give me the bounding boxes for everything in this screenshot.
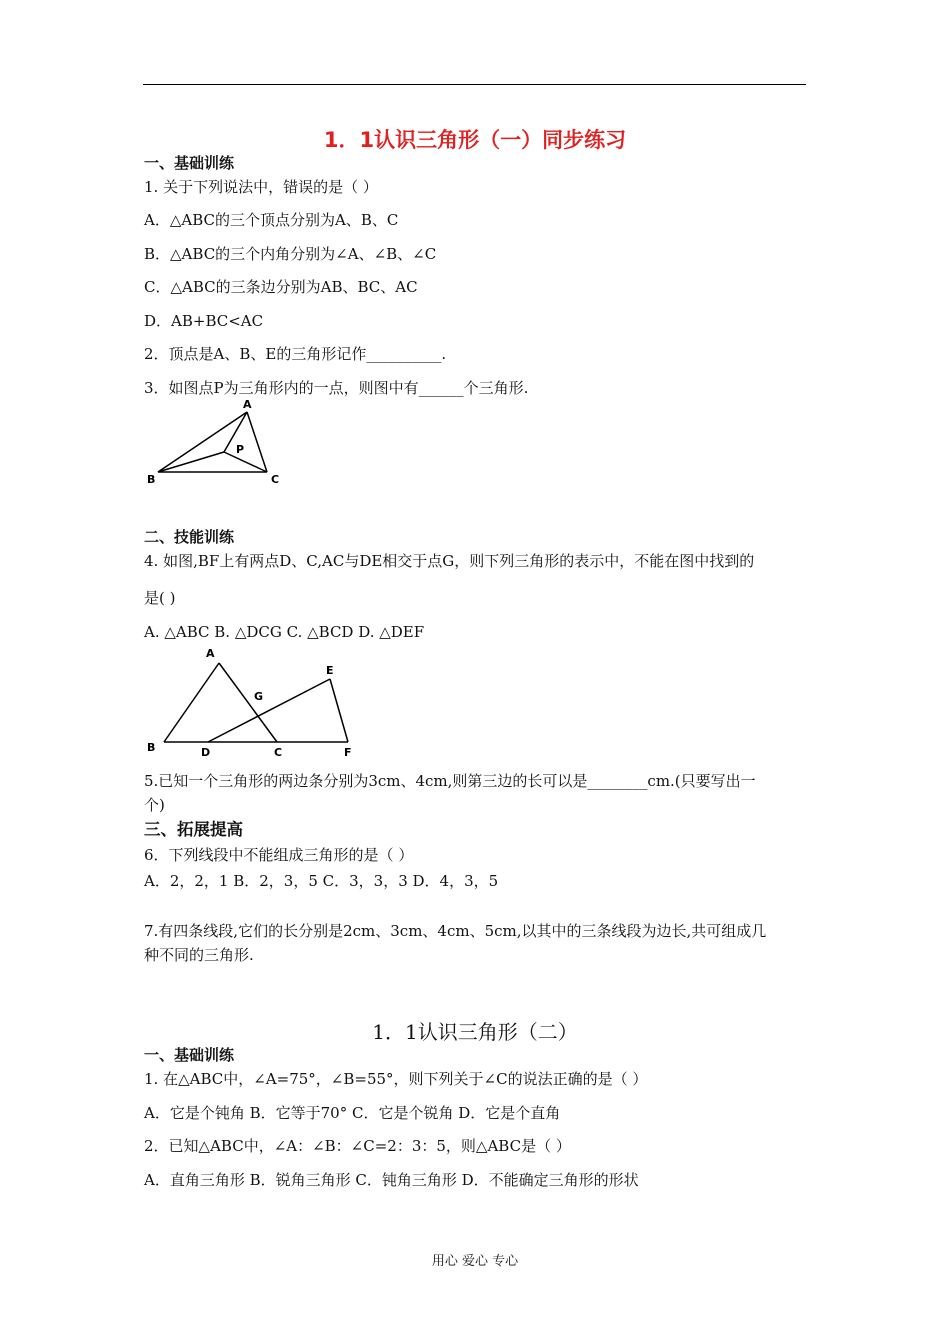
header-rule xyxy=(143,84,806,85)
question-4-options: A. △ABC B. △DCG C. △BCD D. △DEF xyxy=(144,623,425,641)
option-a: A．△ABC的三个顶点分别为A、B、C xyxy=(144,211,399,229)
question-1-options: A．它是个钝角 B．它等于70° C．它是个锐角 D．它是个直角 xyxy=(144,1104,561,1122)
question-4-line2: 是( ) xyxy=(144,589,176,607)
section-title: 1．1认识三角形（二） xyxy=(372,1020,578,1044)
option-c: C．△ABC的三条边分别为AB、BC、AC xyxy=(144,278,418,296)
label-d: D xyxy=(201,746,211,759)
question-7-line2: 种不同的三角形. xyxy=(144,946,254,964)
question-3: 3．如图点P为三角形内的一点，则图中有______个三角形. xyxy=(144,379,529,397)
question-6: 6．下列线段中不能组成三角形的是（ ） xyxy=(144,846,414,864)
question-1: 1. 在△ABC中，∠A=75°，∠B=55°，则下列关于∠C的说法正确的是（ ） xyxy=(144,1070,648,1088)
triangle-figure-p xyxy=(140,395,290,490)
label-e: E xyxy=(326,664,334,677)
page-footer: 用心 爱心 专心 xyxy=(431,1254,519,1269)
page-title: 1．1认识三角形（一）同步练习 xyxy=(323,128,627,152)
option-d: D．AB+BC<AC xyxy=(144,312,264,330)
label-p: P xyxy=(236,443,245,456)
label-b: B xyxy=(147,473,156,486)
triangle-figure-g xyxy=(140,643,370,763)
section-heading: 三、拓展提高 xyxy=(144,820,243,839)
question-2-options: A．直角三角形 B．锐角三角形 C．钝角三角形 D．不能确定三角形的形状 xyxy=(144,1171,639,1189)
option-b: B．△ABC的三个内角分别为∠A、∠B、∠C xyxy=(144,245,437,263)
label-a: A xyxy=(206,647,215,660)
question-1: 1. 关于下列说法中，错误的是（ ） xyxy=(144,178,378,196)
question-5-line2: 个) xyxy=(144,796,165,814)
question-6-options: A．2，2，1 B．2，3，5 C．3，3，3 D．4，3，5 xyxy=(144,872,499,890)
label-c: C xyxy=(271,473,280,486)
question-2: 2．顶点是A、B、E的三角形记作__________. xyxy=(144,345,447,363)
question-7-line1: 7.有四条线段,它们的长分别是2cm、3cm、4cm、5cm,以其中的三条线段为边长,共可组成几 xyxy=(144,922,767,940)
question-5-line1: 5.已知一个三角形的两边条分别为3cm、4cm,则第三边的长可以是________cm.(只要写出一 xyxy=(144,772,756,790)
label-b: B xyxy=(147,741,156,754)
label-g: G xyxy=(254,690,264,703)
question-2: 2．已知△ABC中，∠A：∠B：∠C=2：3：5，则△ABC是（ ） xyxy=(144,1137,571,1155)
question-4-line1: 4. 如图,BF上有两点D、C,AC与DE相交于点G，则下列三角形的表示中，不能在图中找到的 xyxy=(144,552,755,570)
label-c: C xyxy=(274,746,283,759)
section-heading: 二、技能训练 xyxy=(144,528,235,546)
label-f: F xyxy=(344,746,352,759)
label-a: A xyxy=(243,398,252,411)
section-heading: 一、基础训练 xyxy=(144,1046,235,1064)
section-heading: 一、基础训练 xyxy=(144,154,235,172)
